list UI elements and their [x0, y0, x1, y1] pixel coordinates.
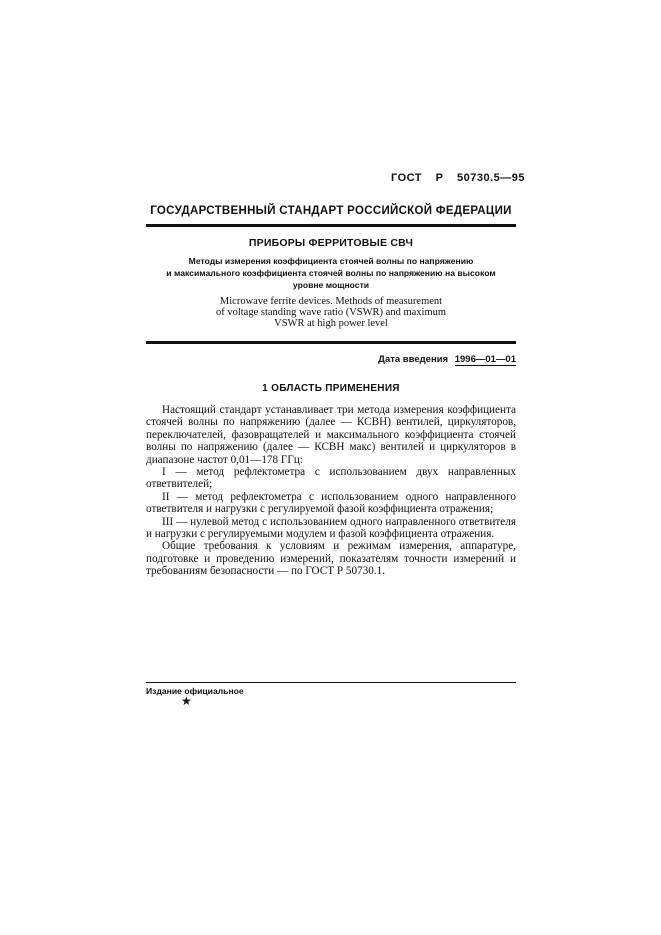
standard-title: ГОСУДАРСТВЕННЫЙ СТАНДАРТ РОССИЙСКОЙ ФЕДЕРАЦИИ: [150, 205, 512, 217]
paragraph: III — нулевой метод с использованием одного направленного ответвителя и нагрузки с регулируемыми модулем и фазой коэффициента отражения.: [146, 515, 516, 541]
section-heading: 1 ОБЛАСТЬ ПРИМЕНЕНИЯ: [262, 383, 400, 394]
document-subtitle-ru: [146, 255, 516, 291]
paragraph: Настоящий стандарт устанавливает три метода измерения коэффициента стоячей волны по напряжению (далее — КСВН) вентилей, циркуляторов, переключателей, фазовращателей и максимального коэффициента стоячей волны по напряжению (далее — КСВН макс) вентилей и циркуляторов в диапазоне частот 0,01—178 ГГц:: [146, 404, 516, 466]
document-title: ПРИБОРЫ ФЕРРИТОВЫЕ СВЧ: [248, 237, 414, 249]
paragraph: II — метод рефлектометра с использованием одного направленного ответвителя и нагрузки с регулируемой фазой коэффициента отражения;: [146, 490, 516, 516]
paragraph: Общие требования к условиям и режимам измерения, аппаратуре, подготовке и проведению измерений, показателям точности измерений и требованиям безопасности — по ГОСТ Р 50730.1.: [146, 540, 516, 578]
gost-designation: [391, 172, 525, 184]
section-body: [146, 404, 516, 578]
gost-number: 50730.5—95: [457, 172, 525, 184]
document-subtitle-en: [146, 296, 516, 329]
subtitle-en-line: Microwave ferrite devices. Methods of measurement: [219, 296, 443, 307]
intro-date-value: 1996—01—01: [454, 354, 516, 365]
subtitle-ru-line: уровне мощности: [292, 280, 370, 290]
subtitle-en-line: VSWR at high power level: [274, 318, 388, 329]
subtitle-ru-line: и максимального коэффициента стоячей волны по напряжению на высоком: [166, 268, 496, 278]
subtitle-en-line: of voltage standing wave ratio (VSWR) and maximum: [215, 307, 447, 318]
introduction-date: [378, 354, 516, 365]
title-divider: [146, 224, 516, 227]
intro-date-label: Дата введения: [378, 354, 449, 365]
gost-r-label: Р: [435, 172, 444, 184]
footer-divider: [146, 682, 516, 683]
gost-label: ГОСТ: [390, 172, 423, 184]
paragraph: I — метод рефлектометра с использованием двух направленных ответвителей;: [146, 466, 516, 491]
subtitle-ru-line: Методы измерения коэффициента стоячей волны по напряжению: [188, 256, 474, 266]
edition-note: Издание официальное: [146, 686, 244, 696]
header-divider: [146, 341, 516, 344]
star-icon: ★: [181, 694, 192, 708]
